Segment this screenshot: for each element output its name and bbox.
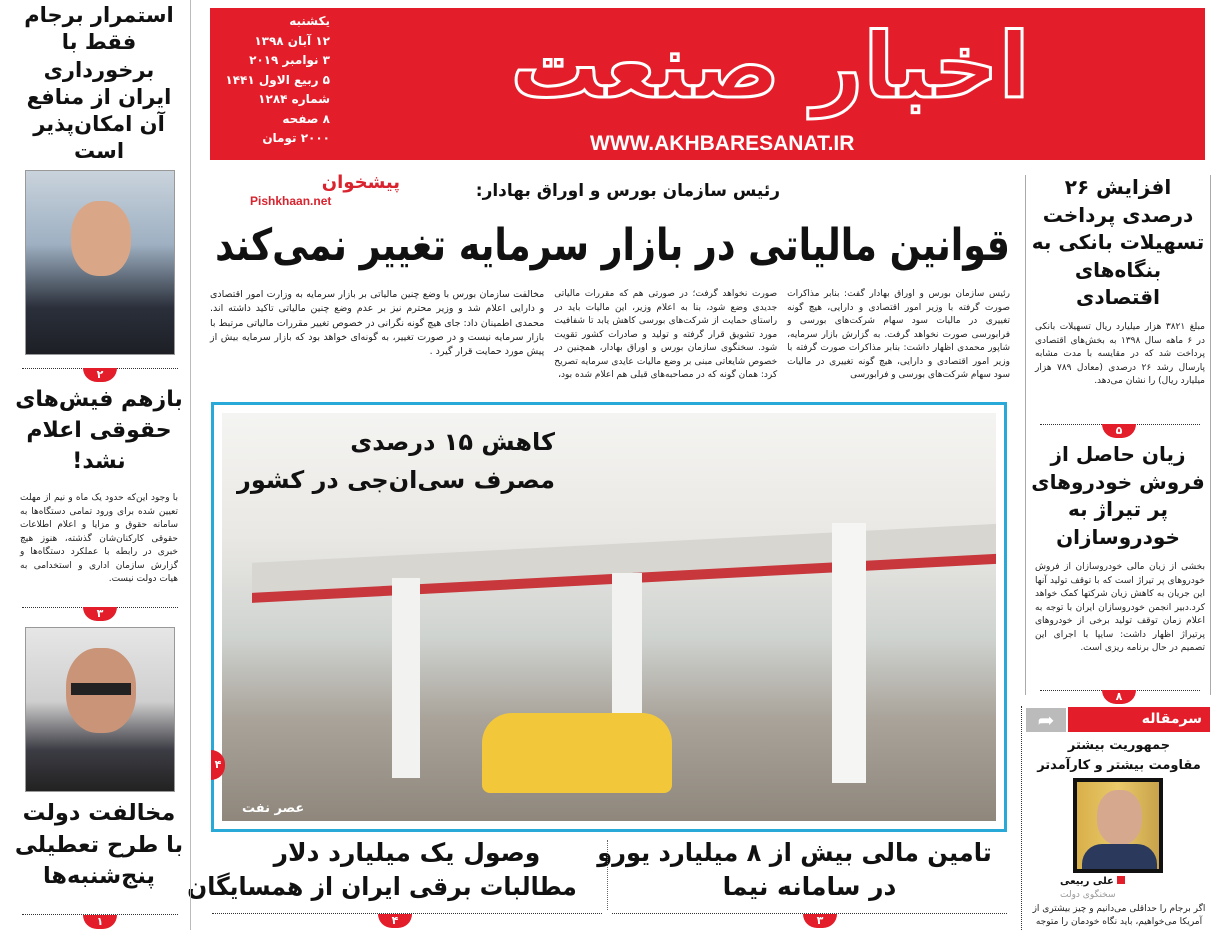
right-story-1-body: مبلغ ۳۸۲۱ هزار میلیارد ریال تسهیلات بانکی در ۶ ماهه سال ۱۳۹۸ به بخش‌های اقتصادی پرداخت شد که در مقایسه با مدت مشابه پارسال رشد ۲۶ درصدی (معادل ۷۸۹ هزار میلیارد ریال) را نشان می‌دهد. bbox=[1035, 322, 1206, 386]
page-badge: ۳ bbox=[803, 914, 837, 928]
lead-headline-box bbox=[215, 216, 1010, 276]
logo: اخبار صنعت bbox=[510, 14, 1030, 119]
website-url[interactable]: WWW.AKHBARESANAT.IR bbox=[590, 132, 855, 155]
issue-price: ۲۰۰۰ تومان bbox=[262, 131, 330, 145]
author-name: علی ربیعی bbox=[1060, 875, 1180, 889]
issue-date-solar: ۱۲ آبان ۱۳۹۸ bbox=[254, 33, 330, 48]
left-story-3[interactable]: مخالفت دولت با طرح تعطیلی پنج‌شنبه‌ها bbox=[14, 800, 184, 889]
left-story-2-headline[interactable]: بازهم فیش‌های حقوقی اعلام نشد! bbox=[15, 387, 183, 474]
author-photo bbox=[1073, 778, 1163, 873]
issue-date-lunar: ۵ ربیع الاول ۱۴۴۱ bbox=[225, 72, 330, 87]
page-badge: ۵ bbox=[1102, 424, 1136, 438]
page-badge: ۱ bbox=[83, 915, 117, 929]
lead-column: رئیس سازمان بورس و اوراق بهادار گفت: بنابر مذاکرات صورت گرفته با وزیر امور اقتصادی و دارایی، هیچ گونه تغییری در مالیات سود سهام شرکت‌های بورسی و فرابورسی صورت نخواهد گرفت. به گزارش بازار سرمایه، شاپور محمدی اظهار داشت: بنابر مذاکرات صورت گرفته با وزیر امور اقتصادی و دارایی، هیچ گونه تغییری در مالیات سود سهام شرکت‌های بورسی و فرابورسی bbox=[787, 289, 1010, 380]
photo-credit: عصر نفت bbox=[242, 801, 305, 816]
bottom-story[interactable]: وصول یک میلیارد دلار مطالبات برقی ایران از همسایگان bbox=[187, 838, 577, 901]
lead-kicker-box bbox=[470, 180, 780, 204]
square-bullet-icon bbox=[1117, 876, 1125, 884]
editorial-headline[interactable]: جمهوریت بیشتر مقاومت بیشتر و کارآمدتر bbox=[1037, 738, 1201, 773]
lead-body bbox=[210, 288, 1010, 396]
issue-pages: ۸ صفحه bbox=[282, 111, 330, 126]
politician-photo bbox=[25, 170, 175, 355]
arrow-icon: ➦ bbox=[1026, 708, 1066, 732]
right-story-2-headline[interactable]: زیان حاصل از فروش خودروهای پر تیراژ به خودروسازان bbox=[1031, 442, 1205, 549]
editorial-body: اگر برجام را حداقلی می‌دانیم و چیز بیشتری از آمریکا می‌خواهیم، باید نگاه خودمان را متوجه bbox=[1032, 904, 1206, 927]
lead-kicker: رئیس سازمان بورس و اوراق بهادار: bbox=[475, 181, 780, 201]
left-story-1[interactable]: استمرار برجام فقط با برخورداری ایران از منافع آن امکان‌پذیر است bbox=[24, 3, 174, 164]
page-badge: ۴ bbox=[378, 914, 412, 928]
photo-headline: کاهش ۱۵ درصدی مصرف سی‌ان‌جی در کشور bbox=[237, 428, 555, 494]
logo-box bbox=[345, 8, 1195, 126]
page-badge: ۴ bbox=[211, 750, 225, 780]
watermark: پیشخوان Pishkhaan.net bbox=[250, 172, 400, 208]
author-role: سخنگوی دولت bbox=[1060, 890, 1116, 900]
spokesman-photo bbox=[25, 627, 175, 792]
issue-info bbox=[220, 12, 330, 149]
editorial-label: سرمقاله bbox=[1068, 707, 1210, 732]
masthead bbox=[210, 8, 1205, 160]
issue-number: شماره ۱۲۸۴ bbox=[258, 92, 330, 106]
right-story-2-body: بخشی از زیان مالی خودروسازان از فروش خودروهای پر تیراژ است که با توقف تولید آنها این جریان به کاهش زیان شرکتها کمک خواهد کرد.دبیر انجمن خودروسازان ایران با توجه به اعلام زمان توقف تولید برخی از خودروهای پرتیراژ اظهار داشت: سایپا با اجرای این تصمیم در حال برنامه ریزی است. bbox=[1035, 562, 1205, 653]
lead-column: مخالفت سازمان بورس با وضع چنین مالیاتی بر بازار سرمایه به وزارت امور اقتصادی و دارایی اعلام شد و وزیر محترم نیز بر عدم وضع چنین مالیاتی تاکید داشته اند. محمدی اطمینان داد: جای هیچ گونه نگرانی در خصوص تغییر مقررات مالیاتی مرتبط با بازار سرمایه نیست و در صورت تغییر، به گونه‌ای خواهد بود که بازار سرمایه بیش از پیش مورد حمایت قرار گیرد . bbox=[210, 289, 545, 357]
issue-day: یکشنبه bbox=[289, 14, 330, 28]
gas-station-photo bbox=[222, 413, 996, 821]
issue-date-gregorian: ۳ نوامبر ۲۰۱۹ bbox=[249, 53, 330, 67]
page-badge: ۸ bbox=[1102, 690, 1136, 704]
left-story-2-body: با وجود این‌که حدود یک ماه و نیم از مهلت تعیین شده برای ورود تمامی دستگاه‌ها به سامانه حقوق و مزایا و اعلام اطلاعات حقوقی کارکنان‌شان گذشته، هنوز هیچ خبری در رابطه با عملکرد دستگاه‌ها و گزارش سازمان اداری و استخدامی به هیات دولت نیست. bbox=[20, 493, 178, 584]
lead-column: صورت نخواهد گرفت؛ در صورتی هم که مقررات مالیاتی جدیدی وضع شود، بنا به اعلام وزیر، این مالیات باید در راستای حمایت از شرکت‌های بورسی کاهش یابد تا شفافیت مورد تشویق قرار گرفته و تولید و صادرات کشور تقویت شود. سخنگوی سازمان بورس و اوراق بهادار، همچنین در خصوص شایعاتی مبنی بر وضع مالیات عایدی سرمایه تصریح کرد: همان گونه که در مصاحبه‌های قبلی هم اعلام شده بود، bbox=[554, 289, 778, 380]
bottom-story[interactable]: تامین مالی بیش از ۸ میلیارد یورو در سامانه نیما bbox=[597, 838, 992, 901]
right-story-1-headline[interactable]: افزایش ۲۶ درصدی پرداخت تسهیلات بانکی به بنگاه‌های اقتصادی bbox=[1031, 175, 1205, 310]
lead-headline[interactable]: قوانین مالیاتی در بازار سرمایه تغییر نمی‌کند bbox=[215, 220, 1010, 271]
page-badge: ۲ bbox=[83, 368, 117, 382]
photo-story[interactable] bbox=[211, 402, 1007, 832]
page-badge: ۳ bbox=[83, 607, 117, 621]
